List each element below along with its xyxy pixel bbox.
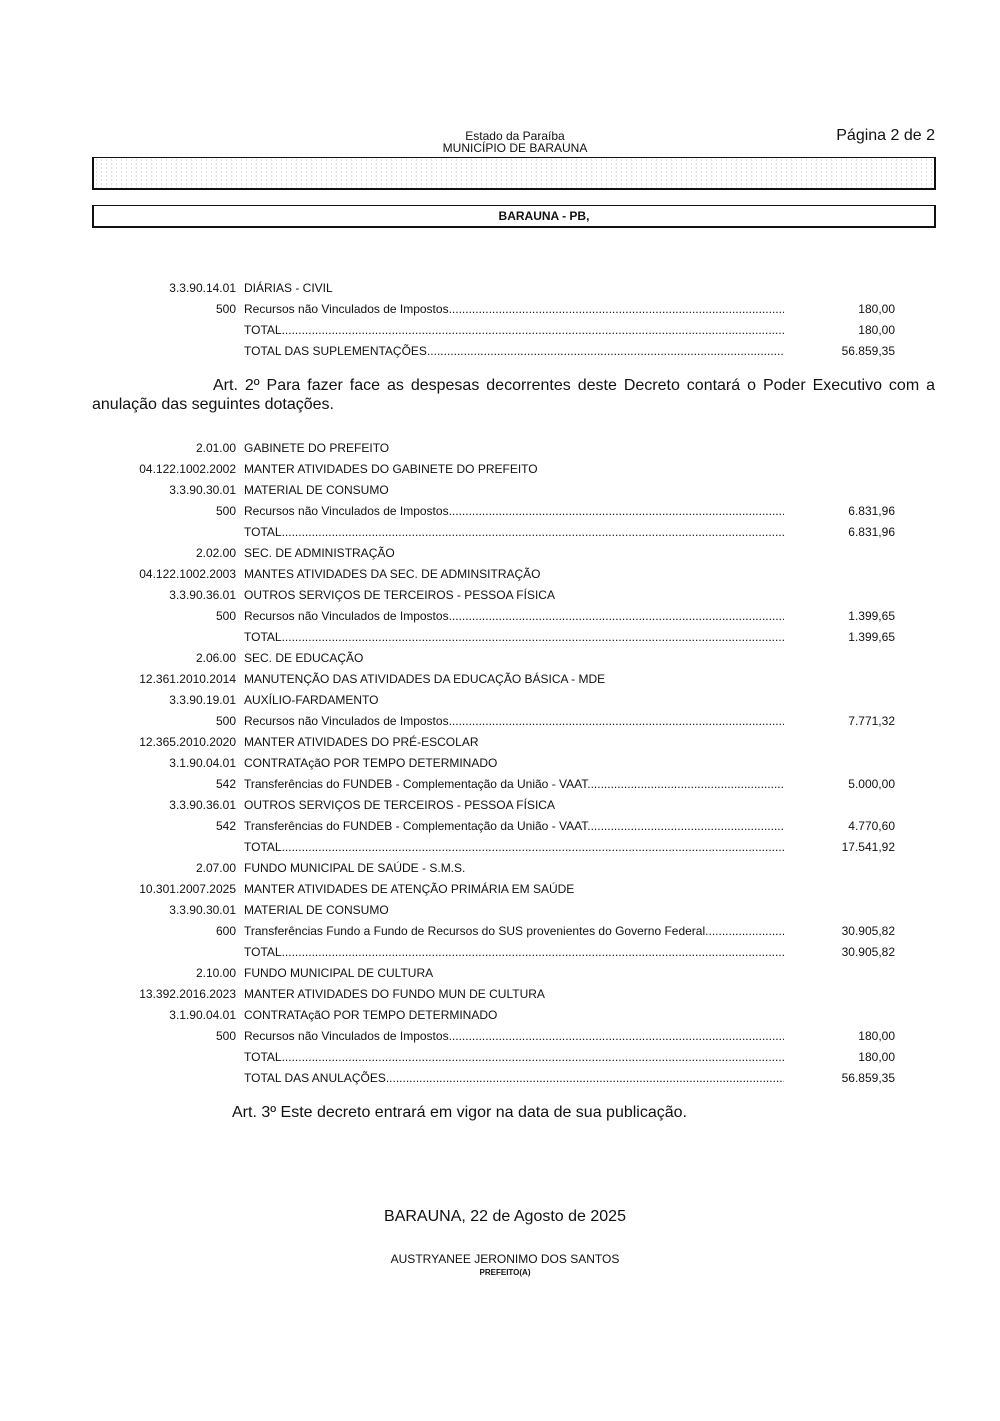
row-code: 3.1.90.04.01 xyxy=(169,756,236,770)
row-label-text: Recursos não Vinculados de Impostos xyxy=(244,609,449,623)
row-label xyxy=(244,816,784,837)
table-row xyxy=(0,459,1000,480)
row-label xyxy=(244,984,545,1005)
table-row xyxy=(0,480,1000,501)
table-row xyxy=(0,1026,1000,1047)
row-label xyxy=(244,606,784,627)
place-date: BARAUNA, 22 de Agosto de 2025 xyxy=(384,1208,626,1225)
row-label-text: TOTAL DAS SUPLEMENTAÇÕES xyxy=(244,344,427,358)
row-label xyxy=(244,648,363,669)
row-code: 3.3.90.19.01 xyxy=(169,693,236,707)
table-row xyxy=(0,921,1000,942)
row-label-text: MATERIAL DE CONSUMO xyxy=(244,903,389,917)
row-label-text: GABINETE DO PREFEITO xyxy=(244,441,390,455)
header-box xyxy=(92,157,936,190)
row-label-text: MANUTENÇÃO DAS ATIVIDADES DA EDUCAÇÃO BÁSICA - MDE xyxy=(244,672,606,686)
row-value: 5.000,00 xyxy=(848,777,895,791)
row-label xyxy=(244,278,333,299)
row-value: 7.771,32 xyxy=(848,714,895,728)
table-row xyxy=(0,1068,1000,1089)
table-row xyxy=(0,299,1000,320)
table-row xyxy=(0,900,1000,921)
row-value: 1.399,65 xyxy=(848,630,895,644)
row-label xyxy=(244,299,784,320)
row-code: 2.10.00 xyxy=(195,966,236,980)
row-label xyxy=(244,522,784,543)
table-row xyxy=(0,690,1000,711)
row-label xyxy=(244,1068,784,1089)
row-label-text: CONTRATAçãO POR TEMPO DETERMINADO xyxy=(244,1008,498,1022)
row-label xyxy=(244,900,389,921)
row-label xyxy=(244,1047,784,1068)
row-code: 04.122.1002.2003 xyxy=(139,567,236,581)
table-row xyxy=(0,816,1000,837)
row-label-text: MANTER ATIVIDADES DO GABINETE DO PREFEITO xyxy=(244,462,538,476)
location-text: BARAUNA - PB, xyxy=(498,209,590,223)
row-label-text: TOTAL xyxy=(244,1050,282,1064)
row-label-text: DIÁRIAS - CIVIL xyxy=(244,281,333,295)
row-label-text: Recursos não Vinculados de Impostos xyxy=(244,302,449,316)
row-value: 30.905,82 xyxy=(841,924,895,938)
row-label xyxy=(244,1026,784,1047)
row-label-text: Recursos não Vinculados de Impostos xyxy=(244,714,449,728)
table-row xyxy=(0,585,1000,606)
annulment-table xyxy=(0,438,1000,1089)
row-value: 180,00 xyxy=(858,1029,895,1043)
row-value: 1.399,65 xyxy=(848,609,895,623)
row-label-text: MANTES ATIVIDADES DA SEC. DE ADMINSITRAÇÃO xyxy=(244,567,541,581)
row-code: 12.365.2010.2020 xyxy=(139,735,236,749)
row-label-text: AUXÍLIO-FARDAMENTO xyxy=(244,693,379,707)
row-label-text: FUNDO MUNICIPAL DE SAÚDE - S.M.S. xyxy=(244,861,466,875)
row-label xyxy=(244,732,479,753)
row-value: 56.859,35 xyxy=(841,1071,895,1085)
row-value: 180,00 xyxy=(858,302,895,316)
table-row xyxy=(0,278,1000,299)
row-code: 10.301.2007.2025 xyxy=(139,882,236,896)
row-code: 3.3.90.30.01 xyxy=(169,903,236,917)
row-code: 500 xyxy=(215,302,236,316)
row-value: 4.770,60 xyxy=(848,819,895,833)
row-label-text: SEC. DE ADMINISTRAÇÃO xyxy=(244,546,395,560)
row-label xyxy=(244,459,538,480)
row-label xyxy=(244,963,433,984)
state-name: Estado da Paraíba xyxy=(465,129,565,143)
row-label xyxy=(244,341,784,362)
row-value: 17.541,92 xyxy=(841,840,895,854)
row-label xyxy=(244,921,784,942)
row-label xyxy=(244,879,574,900)
table-row xyxy=(0,942,1000,963)
row-label xyxy=(244,669,605,690)
table-row xyxy=(0,543,1000,564)
table-row xyxy=(0,501,1000,522)
table-row xyxy=(0,669,1000,690)
row-label xyxy=(244,627,784,648)
row-value: 180,00 xyxy=(858,1050,895,1064)
row-label-text: TOTAL xyxy=(244,840,282,854)
table-row xyxy=(0,1047,1000,1068)
page-number: Página 2 de 2 xyxy=(836,127,935,144)
row-code: 500 xyxy=(215,504,236,518)
row-label xyxy=(244,564,541,585)
row-label xyxy=(244,480,389,501)
row-label-text: MANTER ATIVIDADES DE ATENÇÃO PRIMÁRIA EM SAÚDE xyxy=(244,882,575,896)
row-label-text: MANTER ATIVIDADES DO PRÉ-ESCOLAR xyxy=(244,735,479,749)
row-label xyxy=(244,753,497,774)
row-code: 542 xyxy=(215,819,236,833)
row-value: 30.905,82 xyxy=(841,945,895,959)
row-label xyxy=(244,320,784,341)
table-row xyxy=(0,648,1000,669)
row-value: 180,00 xyxy=(858,323,895,337)
table-row xyxy=(0,963,1000,984)
table-row xyxy=(0,606,1000,627)
row-code: 2.07.00 xyxy=(195,861,236,875)
table-row xyxy=(0,522,1000,543)
row-label-text: Transferências do FUNDEB - Complementação da União - VAAT xyxy=(244,777,588,791)
row-code: 12.361.2010.2014 xyxy=(139,672,236,686)
article-3: Art. 3º Este decreto entrará em vigor na data de sua publicação. xyxy=(232,1104,687,1121)
table-row xyxy=(0,438,1000,459)
row-code: 2.02.00 xyxy=(195,546,236,560)
table-row xyxy=(0,564,1000,585)
row-label xyxy=(244,543,395,564)
row-label-text: MANTER ATIVIDADES DO FUNDO MUN DE CULTURA xyxy=(244,987,545,1001)
row-label-text: CONTRATAçãO POR TEMPO DETERMINADO xyxy=(244,756,498,770)
row-value: 56.859,35 xyxy=(841,344,895,358)
row-code: 3.3.90.14.01 xyxy=(169,281,236,295)
row-label-text: Transferências Fundo a Fundo de Recursos do SUS provenientes do Governo Federal xyxy=(244,924,706,938)
signatory-role: PREFEITO(A) xyxy=(479,1268,531,1277)
row-label xyxy=(244,690,378,711)
row-label xyxy=(244,858,465,879)
table-row xyxy=(0,341,1000,362)
table-row xyxy=(0,774,1000,795)
row-label xyxy=(244,501,784,522)
row-code: 13.392.2016.2023 xyxy=(139,987,236,1001)
row-label-text: TOTAL xyxy=(244,525,282,539)
municipality-name: MUNICÍPIO DE BARAUNA xyxy=(442,141,588,155)
row-label-text: TOTAL DAS ANULAÇÕES xyxy=(244,1071,386,1085)
supplement-table xyxy=(0,278,1000,362)
table-row xyxy=(0,753,1000,774)
row-code: 3.1.90.04.01 xyxy=(169,1008,236,1022)
location-box xyxy=(92,205,936,228)
table-row xyxy=(0,1005,1000,1026)
row-label-text: TOTAL xyxy=(244,630,282,644)
row-label-text: MATERIAL DE CONSUMO xyxy=(244,483,389,497)
row-label xyxy=(244,837,784,858)
row-label xyxy=(244,774,784,795)
row-label xyxy=(244,438,389,459)
table-row xyxy=(0,858,1000,879)
row-label-text: OUTROS SERVIÇOS DE TERCEIROS - PESSOA FÍSICA xyxy=(244,798,555,812)
table-row xyxy=(0,711,1000,732)
row-label-text: FUNDO MUNICIPAL DE CULTURA xyxy=(244,966,434,980)
table-row xyxy=(0,837,1000,858)
row-label-text: Recursos não Vinculados de Impostos xyxy=(244,1029,449,1043)
signatory-name: AUSTRYANEE JERONIMO DOS SANTOS xyxy=(390,1252,620,1266)
row-value: 6.831,96 xyxy=(848,525,895,539)
table-row xyxy=(0,984,1000,1005)
table-row xyxy=(0,320,1000,341)
row-label xyxy=(244,795,555,816)
row-value: 6.831,96 xyxy=(848,504,895,518)
row-label xyxy=(244,942,784,963)
row-label-text: OUTROS SERVIÇOS DE TERCEIROS - PESSOA FÍSICA xyxy=(244,588,555,602)
row-code: 542 xyxy=(215,777,236,791)
row-label-text: Transferências do FUNDEB - Complementação da União - VAAT xyxy=(244,819,588,833)
row-code: 3.3.90.36.01 xyxy=(169,588,236,602)
table-row xyxy=(0,879,1000,900)
row-code: 600 xyxy=(215,924,236,938)
row-code: 500 xyxy=(215,714,236,728)
row-code: 2.01.00 xyxy=(195,441,236,455)
row-code: 2.06.00 xyxy=(195,651,236,665)
table-row xyxy=(0,732,1000,753)
row-code: 500 xyxy=(215,1029,236,1043)
table-row xyxy=(0,795,1000,816)
row-code: 3.3.90.36.01 xyxy=(169,798,236,812)
row-label-text: Recursos não Vinculados de Impostos xyxy=(244,504,449,518)
row-label-text: TOTAL xyxy=(244,323,282,337)
article-2: Art. 2º Para fazer face as despesas decorrentes deste Decreto contará o Poder Executivo com a anulação das seguintes dotações. xyxy=(92,377,935,413)
row-code: 3.3.90.30.01 xyxy=(169,483,236,497)
row-label-text: TOTAL xyxy=(244,945,282,959)
row-code: 04.122.1002.2002 xyxy=(139,462,236,476)
table-row xyxy=(0,627,1000,648)
row-label xyxy=(244,711,784,732)
row-label xyxy=(244,1005,497,1026)
row-label-text: SEC. DE EDUCAÇÃO xyxy=(244,651,364,665)
row-label xyxy=(244,585,555,606)
row-code: 500 xyxy=(215,609,236,623)
